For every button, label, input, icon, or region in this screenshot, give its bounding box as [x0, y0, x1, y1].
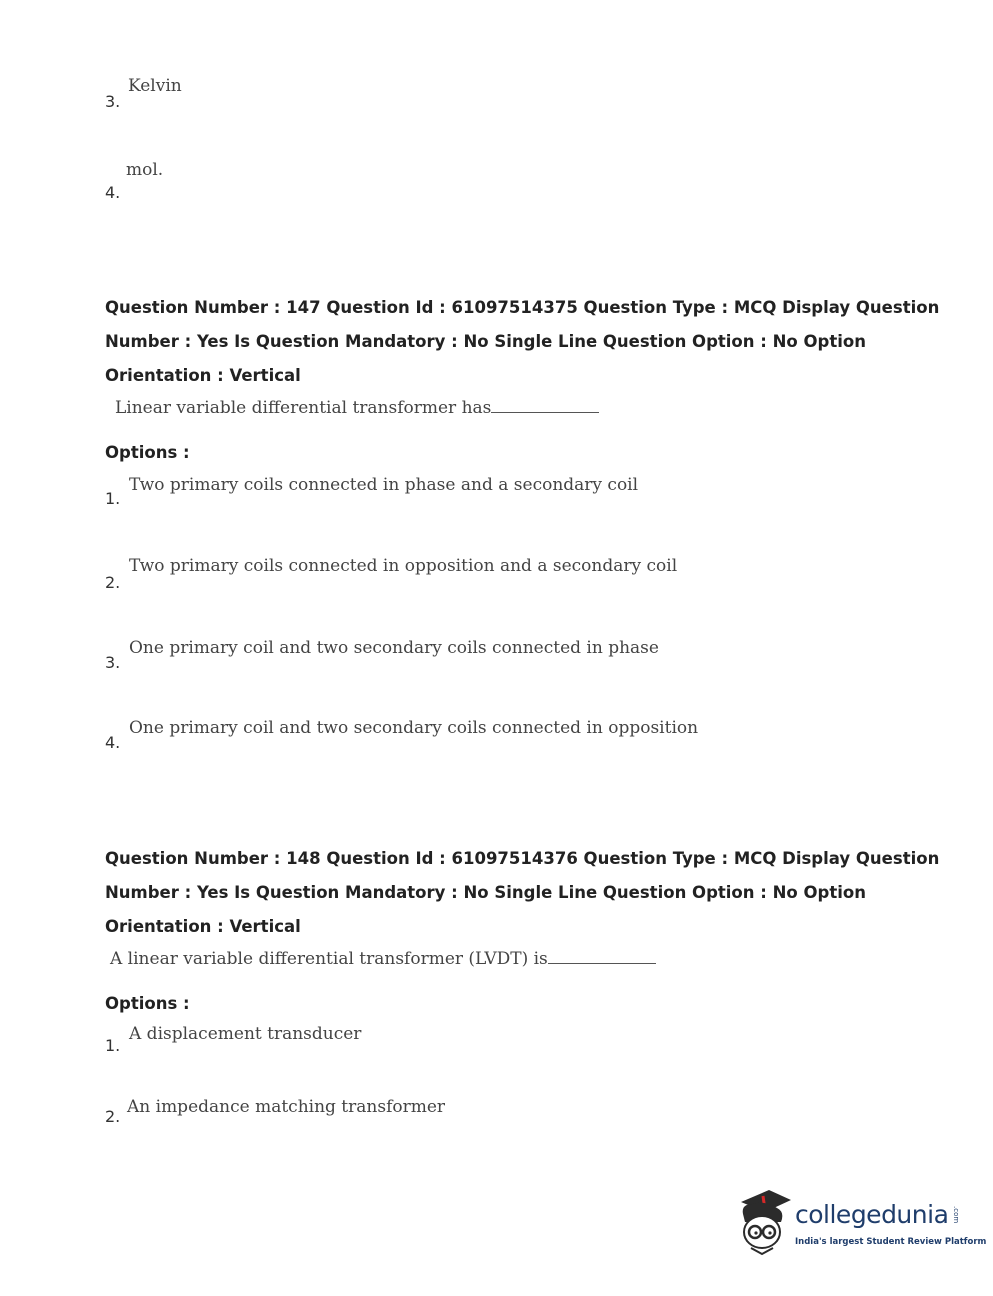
logo-tagline: India's largest Student Review Platform: [795, 1237, 987, 1247]
question-stem-text: Linear variable differential transformer has: [115, 398, 492, 418]
question-header-line: Orientation : Vertical: [105, 366, 301, 385]
question-header: [105, 291, 940, 393]
answer-blank: [548, 949, 656, 964]
option-text: Two primary coils connected in phase and a secondary coil: [129, 475, 639, 495]
option-number: 3.: [105, 653, 121, 672]
question-header-line: Number : Yes Is Question Mandatory : No Single Line Question Option : No Option: [105, 332, 866, 351]
option-number: 2.: [105, 1107, 121, 1126]
logo-wordmark: collegedunia: [795, 1200, 949, 1229]
question-header-line: Orientation : Vertical: [105, 917, 301, 936]
collegedunia-logo: [735, 1188, 987, 1258]
question-header: [105, 842, 940, 944]
option-text: A displacement transducer: [129, 1024, 362, 1044]
option-number: 2.: [105, 573, 121, 592]
question-stem: [110, 949, 656, 969]
option-number: 4.: [105, 733, 121, 752]
mascot-icon: [735, 1188, 793, 1258]
option-number: 1.: [105, 489, 121, 508]
question-stem: [115, 398, 599, 418]
option-number: 3.: [105, 92, 121, 111]
question-header-line: Question Number : 148 Question Id : 61097514376 Question Type : MCQ Display Question: [105, 849, 940, 868]
question-stem-text: A linear variable differential transformer (LVDT) is: [110, 949, 548, 969]
question-header-line: Question Number : 147 Question Id : 61097514375 Question Type : MCQ Display Question: [105, 298, 940, 317]
option-number: 4.: [105, 183, 121, 202]
options-label: Options :: [105, 994, 190, 1013]
option-text: Two primary coils connected in opposition and a secondary coil: [129, 556, 678, 576]
option-text: An impedance matching transformer: [127, 1097, 446, 1117]
options-label: Options :: [105, 443, 190, 462]
option-text: Kelvin: [128, 76, 182, 96]
option-number: 1.: [105, 1036, 121, 1055]
question-header-line: Number : Yes Is Question Mandatory : No Single Line Question Option : No Option: [105, 883, 866, 902]
option-text: mol.: [126, 160, 164, 180]
option-text: One primary coil and two secondary coils connected in phase: [129, 638, 659, 658]
logo-domain: .com: [952, 1206, 960, 1224]
answer-blank: [491, 398, 599, 413]
option-text: One primary coil and two secondary coils connected in opposition: [129, 718, 699, 738]
